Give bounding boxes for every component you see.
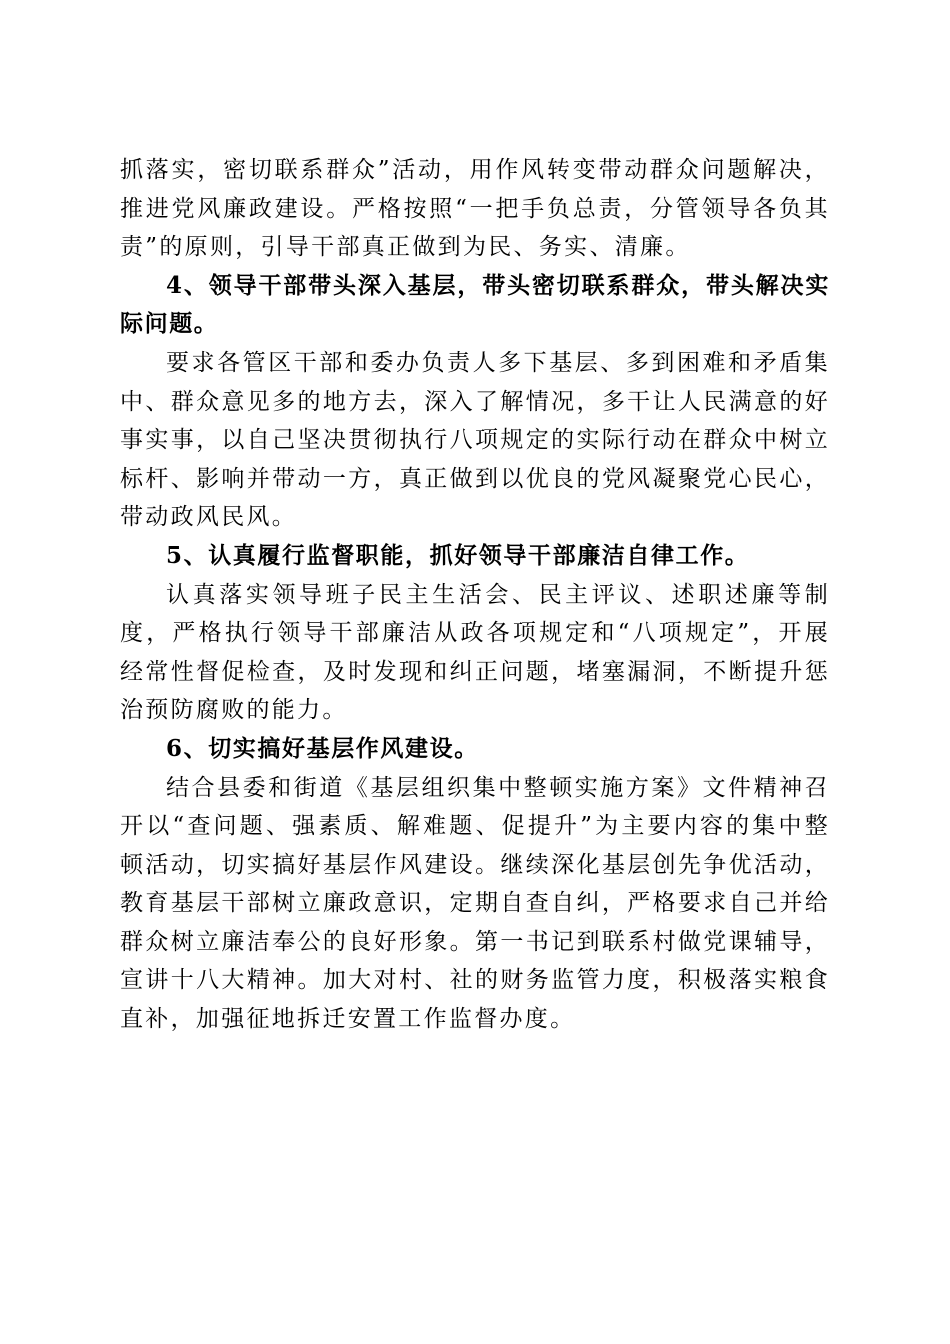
paragraph-section-5: 认真落实领导班子民主生活会、民主评议、述职述廉等制度，严格执行领导干部廉洁从政各项规定和“八项规定”，开展经常性督促检查，及时发现和纠正问题，堵塞漏洞，不断提升惩治预防腐败的能力。 — [120, 581, 830, 724]
section-heading-5: 5、认真履行监督职能，抓好领导干部廉洁自律工作。 — [166, 541, 750, 569]
section-heading-6: 6、切实搞好基层作风建设。 — [166, 734, 479, 762]
paragraph-section-6: 结合县委和街道《基层组织集中整顿实施方案》文件精神召开以“查问题、强素质、解难题、促提升”为主要内容的集中整顿活动，切实搞好基层作风建设。继续深化基层创先争优活动，教育基层干部树立廉政意识，定期自查自纠，严格要求自己并给群众树立廉洁奉公的良好形象。第一书记到联系村做党课辅导，宣讲十八大精神。加大对村、社的财务监管力度，积极落实粮食直补，加强征地拆迁安置工作监督办度。 — [120, 774, 830, 1033]
section-heading-4: 4、领导干部带头深入基层，带头密切联系群众，带头解决实际问题。 — [120, 271, 830, 338]
paragraph-section-4: 要求各管区干部和委办负责人多下基层、多到困难和矛盾集中、群众意见多的地方去，深入了解情况，多干让人民满意的好事实事，以自己坚决贯彻执行八项规定的实际行动在群众中树立标杆、影响并带动一方，真正做到以优良的党风凝聚党心民心，带动政风民风。 — [120, 349, 830, 531]
paragraph-continued: 抓落实，密切联系群众”活动，用作风转变带动群众问题解决，推进党风廉政建设。严格按照“一把手负总责，分管领导各负其责”的原则，引导干部真正做到为民、务实、清廉。 — [120, 157, 830, 261]
document-body — [120, 151, 830, 1039]
